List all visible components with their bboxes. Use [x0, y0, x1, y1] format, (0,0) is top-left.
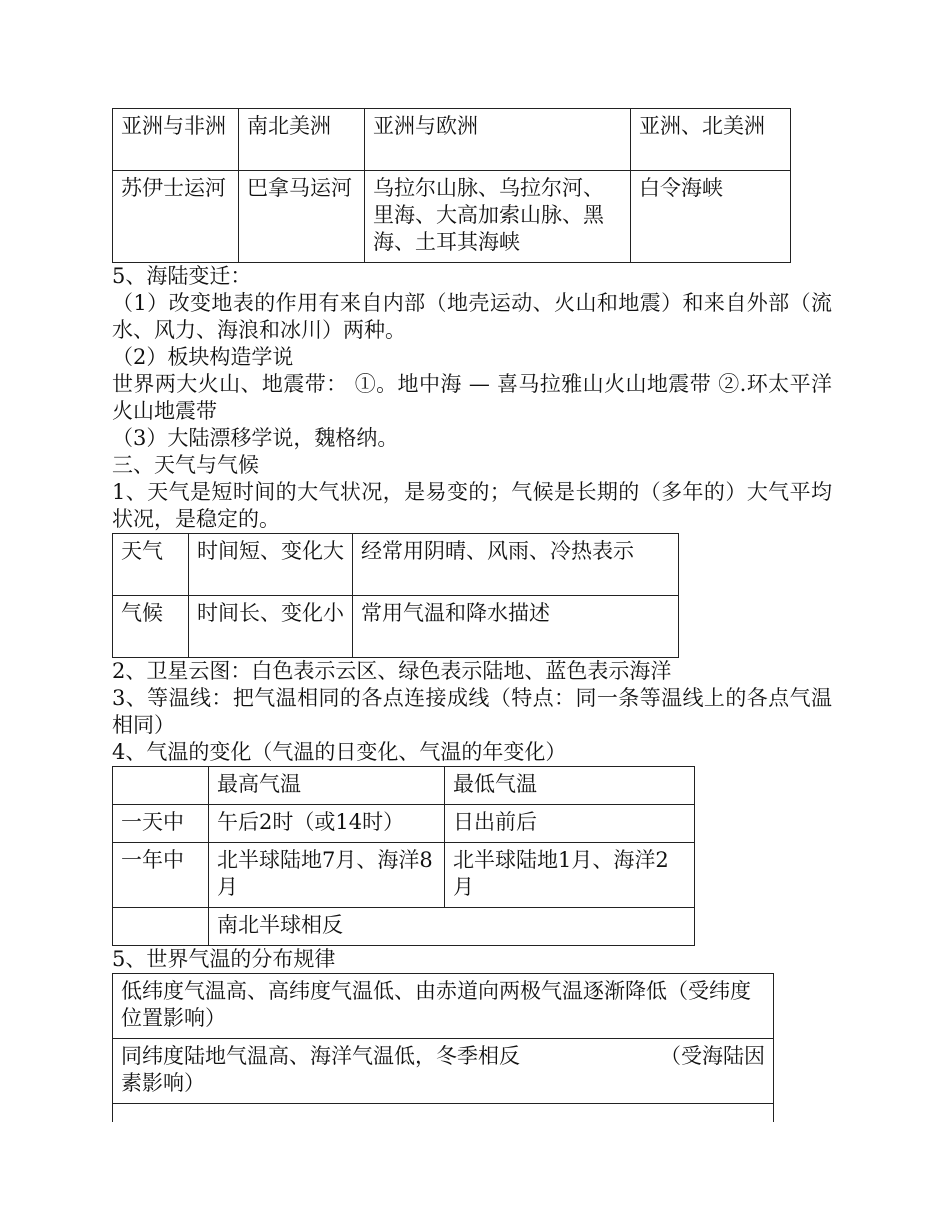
- table-cell: 低纬度气温高、高纬度气温低、由赤道向两极气温逐渐降低（受纬度位置影响）: [113, 974, 774, 1039]
- table-row: [113, 805, 695, 843]
- table-cell: [113, 1039, 774, 1104]
- table-header-row: [113, 767, 695, 805]
- cell-text-cont: 素影响）: [121, 1071, 205, 1095]
- table-cell: 最高气温: [209, 767, 445, 805]
- table-cell: 亚洲、北美洲: [631, 109, 791, 171]
- table-row: [113, 974, 774, 1039]
- table-row: [113, 843, 695, 908]
- temperature-change-table: [112, 766, 695, 946]
- table-cell: 白令海峡: [631, 171, 791, 263]
- table-cell: 经常用阴晴、风雨、冷热表示: [353, 534, 679, 596]
- table-cell: [113, 908, 209, 946]
- table-cell-empty: [113, 1104, 774, 1122]
- paragraph: 2、卫星云图：白色表示云区、绿色表示陆地、蓝色表示海洋: [112, 659, 672, 683]
- cell-text: 同纬度陆地气温高、海洋气温低，冬季相反: [121, 1044, 520, 1068]
- paragraph: （3）大陆漂移学说，魏格纳。: [112, 426, 399, 450]
- paragraph: 5、世界气温的分布规律: [112, 947, 336, 971]
- table-cell: 北半球陆地1月、海洋2月: [445, 843, 695, 908]
- cell-note: （受海陆因: [660, 1044, 765, 1068]
- table-cell: 亚洲与欧洲: [365, 109, 631, 171]
- table-row: [113, 1104, 774, 1122]
- table-cell: 最低气温: [445, 767, 695, 805]
- table-cell: 日出前后: [445, 805, 695, 843]
- temperature-distribution-table: [112, 973, 774, 1122]
- chapter-heading: 三、天气与气候: [112, 453, 259, 477]
- table-row: [113, 596, 679, 658]
- table-row: [113, 908, 695, 946]
- table-cell: 午后2时（或14时）: [209, 805, 445, 843]
- table-cell: [113, 767, 209, 805]
- table-row: [113, 171, 791, 263]
- table-cell: 一天中: [113, 805, 209, 843]
- table-cell: 一年中: [113, 843, 209, 908]
- weather-climate-table: [112, 533, 679, 658]
- table-cell: 常用气温和降水描述: [353, 596, 679, 658]
- paragraph: 1、天气是短时间的大气状况，是易变的；气候是长期的（多年的）大气平均状况，是稳定的。: [112, 480, 832, 531]
- table-cell: 南北美洲: [239, 109, 365, 171]
- table-row: [113, 1039, 774, 1104]
- table-cell: 时间长、变化小: [189, 596, 353, 658]
- table-cell: 亚洲与非洲: [113, 109, 239, 171]
- paragraph: 4、气温的变化（气温的日变化、气温的年变化）: [112, 740, 567, 764]
- table-cell: 气候: [113, 596, 189, 658]
- table-cell: 南北半球相反: [209, 908, 695, 946]
- table-cell: 巴拿马运河: [239, 171, 365, 263]
- paragraph: （2）板块构造学说: [112, 345, 294, 369]
- table-cell: 苏伊士运河: [113, 171, 239, 263]
- table-cell: 天气: [113, 534, 189, 596]
- table-row: [113, 534, 679, 596]
- paragraph: 世界两大火山、地震带： ①。地中海 — 喜马拉雅山火山地震带 ②.环太平洋火山地震带: [112, 372, 832, 423]
- document-page: [112, 108, 832, 1122]
- boundary-table: [112, 108, 791, 263]
- paragraph: （1）改变地表的作用有来自内部（地壳运动、火山和地震）和来自外部（流水、风力、海浪和冰川）两种。: [112, 291, 832, 342]
- table-cell: 北半球陆地7月、海洋8月: [209, 843, 445, 908]
- table-cell: 时间短、变化大: [189, 534, 353, 596]
- table-cell: 乌拉尔山脉、乌拉尔河、里海、大高加索山脉、黑海、土耳其海峡: [365, 171, 631, 263]
- table-row: [113, 109, 791, 171]
- section-heading: 5、海陆变迁：: [112, 264, 252, 288]
- paragraph: 3、等温线：把气温相同的各点连接成线（特点：同一条等温线上的各点气温相同）: [112, 686, 832, 737]
